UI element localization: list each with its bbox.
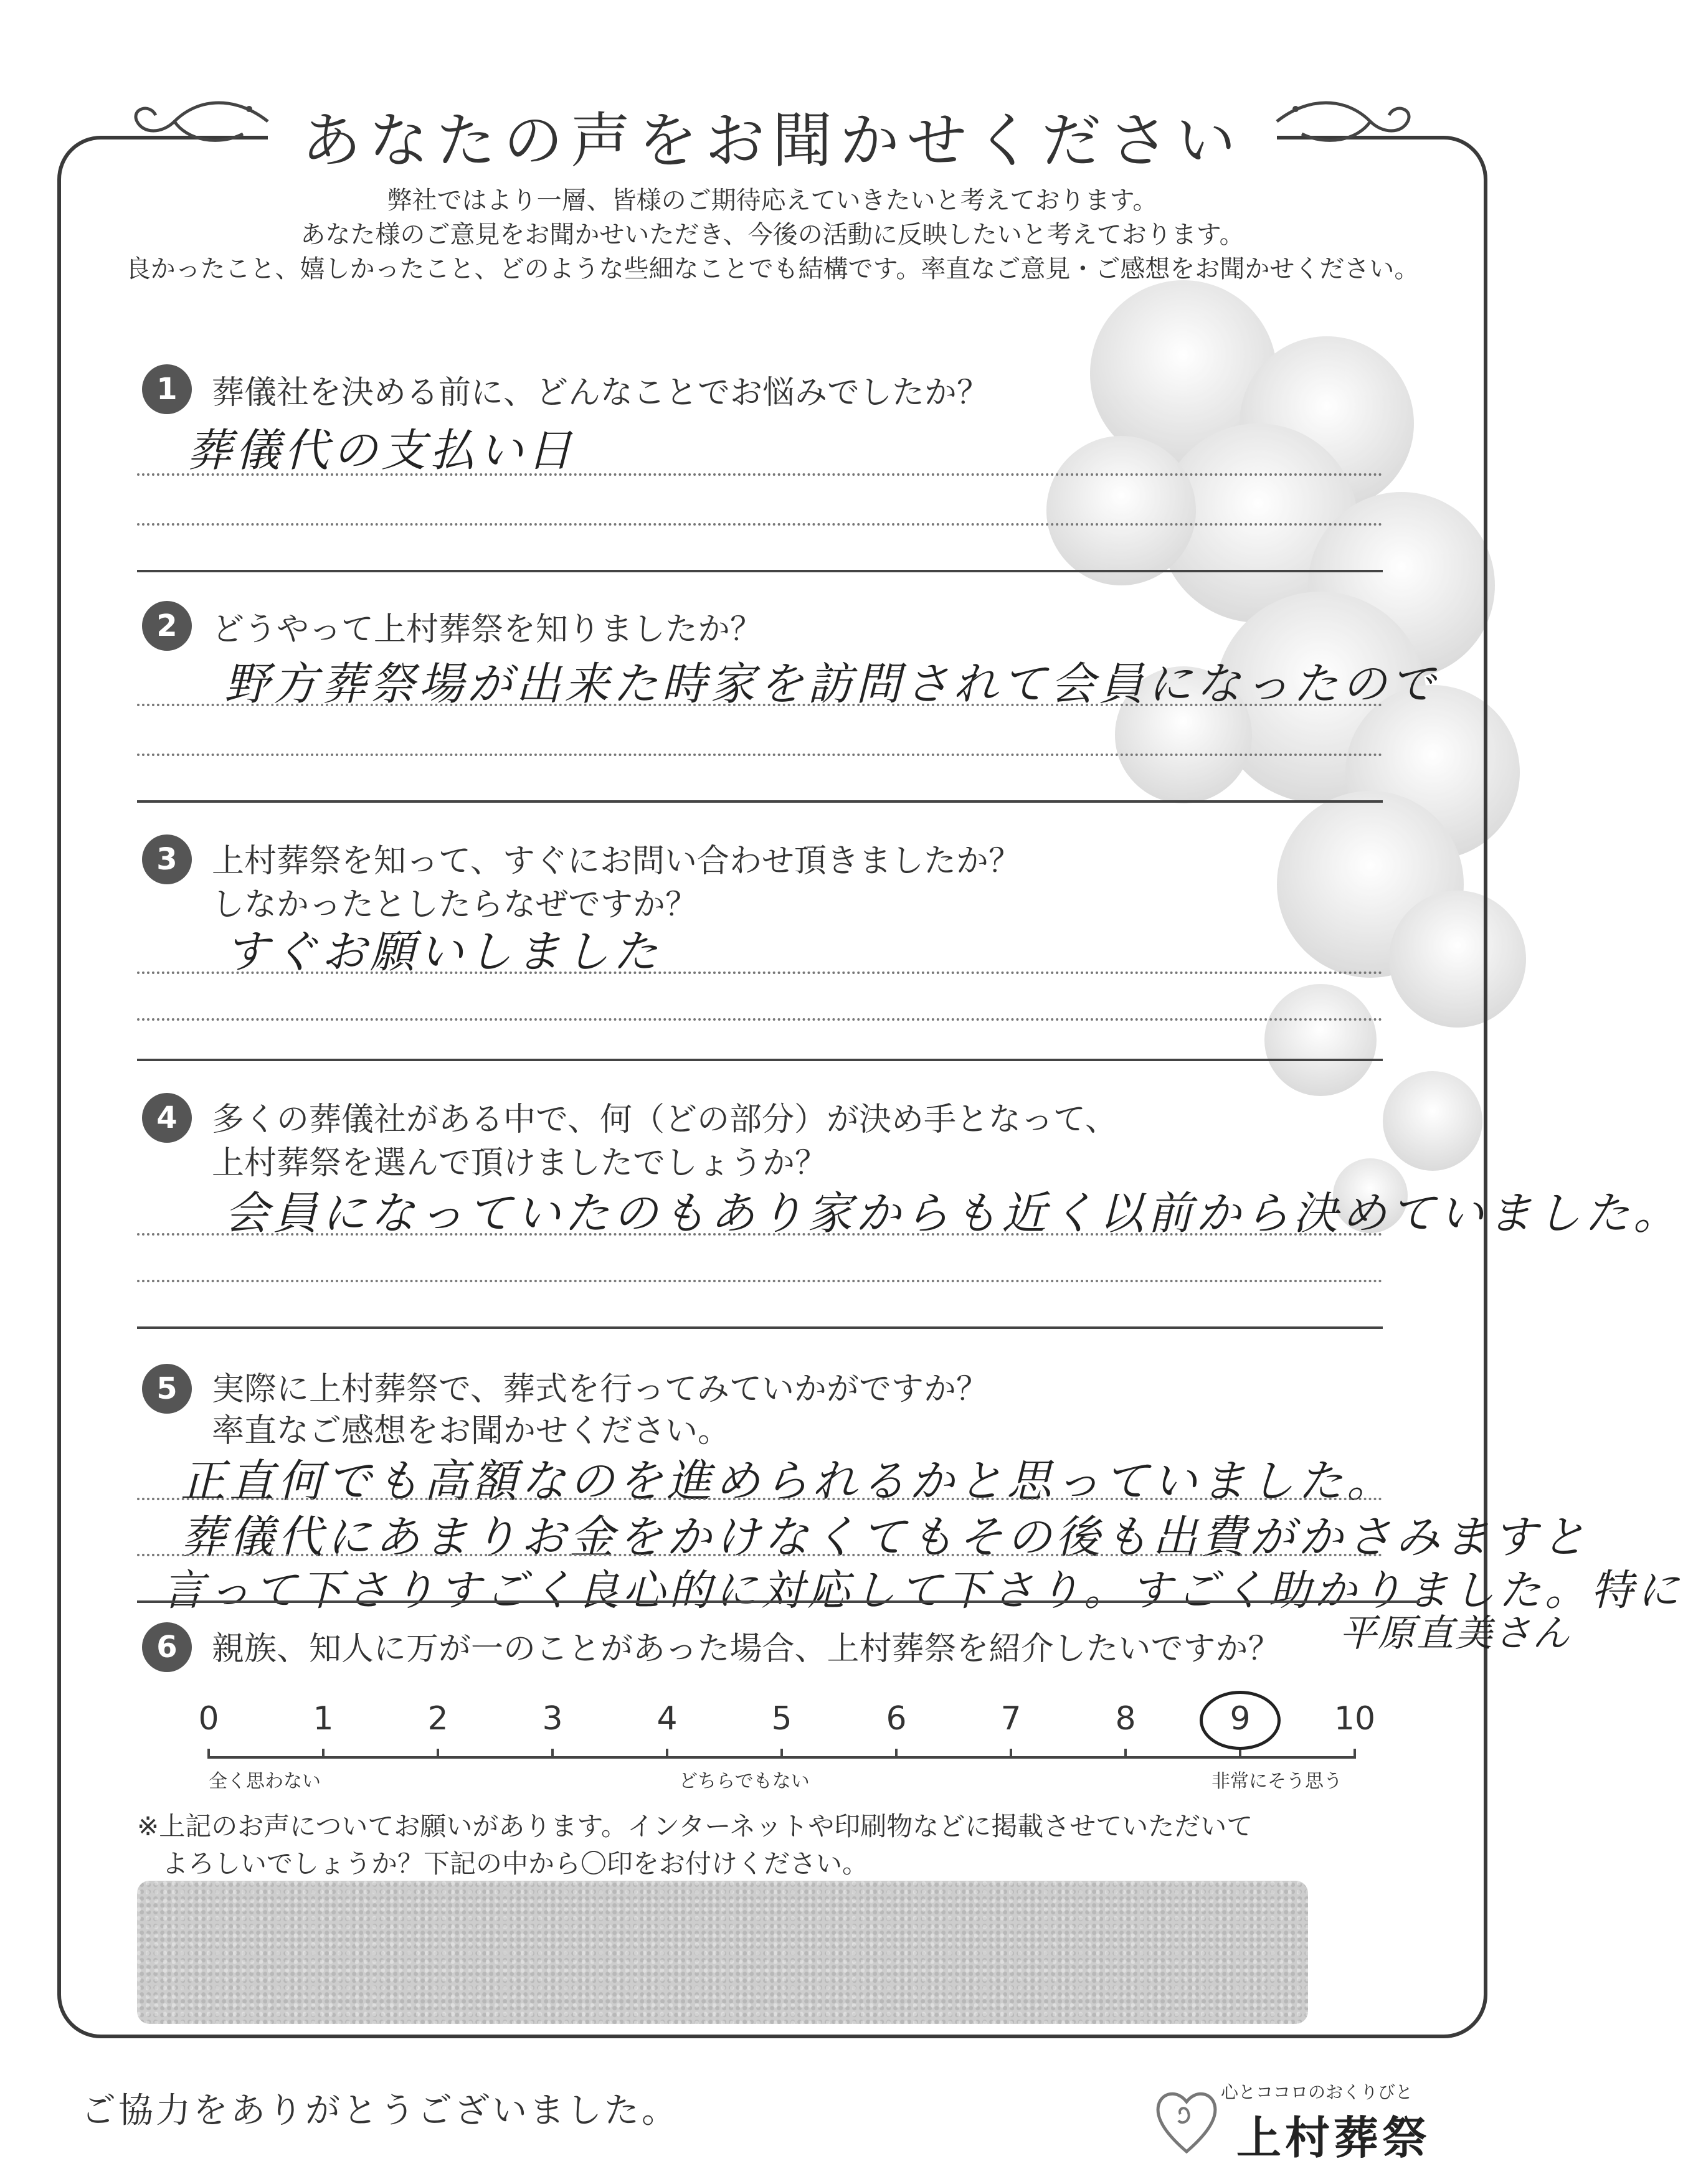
question-number-badge: 6	[142, 1622, 192, 1672]
question-text: 多くの葬儀社がある中で、何（どの部分）が決め手となって、	[212, 1101, 1117, 1138]
intro-line: あなた様のご意見をお聞かせいただき、今後の活動に反映したいと考えております。	[300, 220, 1244, 249]
answer-line	[137, 1233, 1383, 1236]
handwritten-answer: 会員になっていたのもあり家からも近く以前から決めていました。	[224, 1187, 1682, 1239]
question-text: しなかったとしたらなぜですか？	[212, 886, 698, 924]
question-text: 上村葬祭を選んで頂けましたでしょうか？	[212, 1145, 828, 1182]
thanks-message: ご協力をありがとうございました。	[81, 2091, 679, 2131]
answer-line	[137, 1018, 1383, 1021]
handwritten-answer: 言って下さりすごく良心的に対応して下さり。すごく助かりました。特に	[162, 1566, 1683, 1615]
scale-caption-low: 全く思わない	[209, 1770, 321, 1792]
handwritten-answer: 葬儀代の支払い日	[187, 424, 576, 476]
selected-rating-circle	[1200, 1691, 1281, 1750]
question-text: 率直なご感想をお聞かせください。	[212, 1412, 731, 1450]
question-text: 葬儀社を決める前に、どんなことでお悩みでしたか？	[212, 374, 990, 412]
redacted-area	[137, 1881, 1308, 2024]
logo-tagline: 心とココロのおくりびと	[1221, 2082, 1413, 2102]
answer-line	[137, 1498, 1383, 1500]
section-divider	[137, 1059, 1383, 1061]
scale-caption-high: 非常にそう思う	[1211, 1770, 1342, 1792]
question-text: 親族、知人に万が一のことがあった場合、上村葬祭を紹介したいですか？	[212, 1630, 1281, 1668]
answer-line	[137, 473, 1383, 476]
scale-label-1: 1	[313, 1700, 334, 1737]
scale-caption-mid: どちらでもない	[679, 1770, 810, 1792]
scale-label-5: 5	[771, 1700, 792, 1737]
handwritten-answer: 葬儀代にあまりお金をかけなくてもその後も出費がかさみますと	[181, 1511, 1590, 1563]
scale-label-2: 2	[427, 1700, 448, 1737]
section-divider	[137, 570, 1383, 572]
company-logo-name: 上村葬祭	[1236, 2112, 1431, 2164]
publication-notice: よろしいでしょうか？下記の中から〇印をお付けください。	[162, 1848, 869, 1879]
intro-line: 弊社ではより一層、皆様のご期待応えていきたいと考えております。	[387, 186, 1158, 215]
question-text: 実際に上村葬祭で、葬式を行ってみていかがですか？	[212, 1371, 988, 1408]
scale-label-6: 6	[886, 1700, 907, 1737]
answer-line	[137, 1280, 1383, 1282]
question-number-badge: 1	[142, 364, 192, 414]
publication-notice: ※上記のお声についてお願いがあります。インターネットや印刷物などに掲載させていただいて	[137, 1811, 1253, 1841]
scale-label-4: 4	[657, 1700, 678, 1737]
heart-logo-icon	[1152, 2083, 1221, 2158]
section-divider	[137, 1600, 1420, 1603]
scale-label-3: 3	[542, 1700, 563, 1737]
scale-label-10: 10	[1334, 1700, 1376, 1737]
handwritten-answer: すぐお願いしました	[224, 925, 662, 978]
scale-label-8: 8	[1115, 1700, 1136, 1737]
answer-line	[137, 523, 1383, 526]
answer-line	[137, 754, 1383, 756]
question-number-badge: 3	[142, 834, 192, 884]
question-number-badge: 4	[142, 1093, 192, 1143]
question-text: どうやって上村葬祭を知りましたか？	[212, 611, 763, 648]
question-number-badge: 2	[142, 601, 192, 651]
question-text: 上村葬祭を知って、すぐにお問い合わせ頂きましたか？	[212, 843, 1021, 880]
scale-label-7: 7	[1000, 1700, 1022, 1737]
scale-label-9: 9	[1230, 1700, 1251, 1737]
answer-line	[137, 1554, 1383, 1556]
scale-axis-line	[209, 1756, 1355, 1759]
question-number-badge: 5	[142, 1364, 192, 1414]
handwritten-answer: 野方葬祭場が出来た時家を訪問されて会員になったので	[224, 658, 1439, 710]
section-divider	[137, 1326, 1383, 1329]
page-title: あなたの声をお聞かせください	[301, 106, 1243, 176]
handwritten-answer: 平原直美さん	[1339, 1612, 1571, 1655]
section-divider	[137, 800, 1383, 803]
handwritten-answer: 正直何でも高額なのを進められるかと思っていました。	[181, 1455, 1396, 1507]
intro-line: 良かったこと、嬉しかったこと、どのような些細なことでも結構です。率直なご意見・ご感想をお聞かせください。	[125, 255, 1420, 283]
answer-line	[137, 704, 1383, 706]
scale-label-0: 0	[198, 1700, 219, 1737]
answer-line	[137, 971, 1383, 974]
